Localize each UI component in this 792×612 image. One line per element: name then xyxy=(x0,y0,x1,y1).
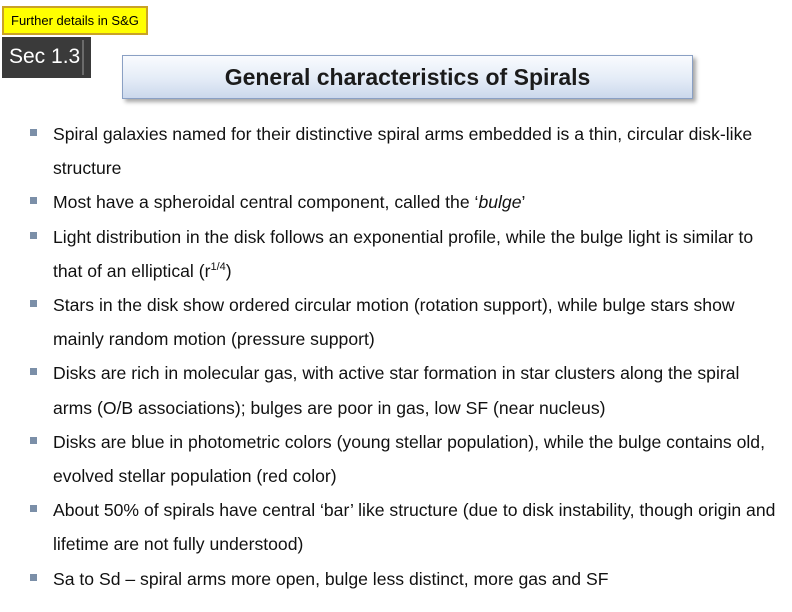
bullet-list xyxy=(30,117,780,596)
bullet-text: Light distribution in the disk follows an exponential profile, while the bulge light is similar to that of an elliptical (r xyxy=(53,226,754,281)
bullet-item xyxy=(30,220,780,288)
bullet-item xyxy=(30,562,780,596)
square-bullet-icon xyxy=(30,368,37,375)
bullet-text: Most have a spheroidal central component, called the ‘ xyxy=(53,192,479,213)
square-bullet-icon xyxy=(30,232,37,239)
bullet-text-end: ) xyxy=(225,260,232,281)
bullet-text: Stars in the disk show ordered circular motion (rotation support), while bulge stars show mainly random motion (pressure support) xyxy=(53,295,735,350)
bullet-text: Disks are blue in photometric colors (young stellar population), while the bulge contains old, evolved stellar population (red color) xyxy=(53,431,765,487)
square-bullet-icon xyxy=(30,300,37,307)
exponent: 1/4 xyxy=(210,260,226,273)
square-bullet-icon xyxy=(30,505,37,512)
square-bullet-icon xyxy=(30,437,37,444)
square-bullet-icon xyxy=(30,197,37,204)
bullet-item xyxy=(30,288,780,356)
bullet-text: Spiral galaxies named for their distinctive spiral arms embedded is a thin, circular disk-like structure xyxy=(53,124,753,179)
reference-note: Further details in S&G xyxy=(2,6,148,35)
bullet-item xyxy=(30,356,780,424)
bullet-item xyxy=(30,185,780,219)
bullet-text: About 50% of spirals have central ‘bar’ like structure (due to disk instability, though origin and lifetime are not fully understood) xyxy=(53,500,776,555)
bullet-text: Disks are rich in molecular gas, with active star formation in star clusters along the spiral arms (O/B associations); bulges are poor in gas, low SF (near nucleus) xyxy=(53,363,740,418)
bullet-item xyxy=(30,425,780,493)
slide-title: General characteristics of Spirals xyxy=(122,55,693,99)
section-label xyxy=(2,37,91,78)
square-bullet-icon xyxy=(30,129,37,136)
section-divider xyxy=(82,40,84,75)
square-bullet-icon xyxy=(30,574,37,581)
section-number: Sec 1.3 xyxy=(9,45,81,68)
bullet-text: Sa to Sd – spiral arms more open, bulge less distinct, more gas and SF xyxy=(53,568,609,589)
bullet-item xyxy=(30,493,780,561)
bulge-emphasis: bulge xyxy=(478,192,522,213)
bullet-item xyxy=(30,117,780,185)
bullet-text-end: ’ xyxy=(521,192,526,213)
